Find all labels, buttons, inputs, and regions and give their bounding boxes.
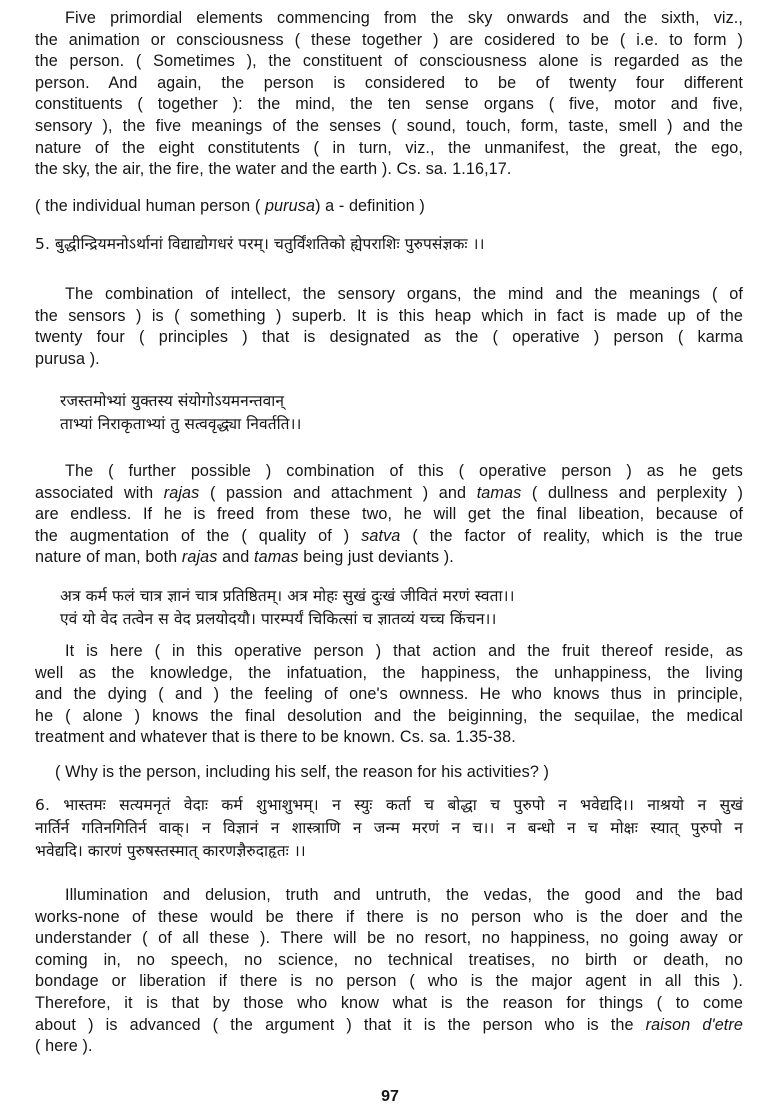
text-segment: treatment and whatever that is there to be known. Cs. sa. 1.35-38. bbox=[35, 728, 516, 747]
text-line bbox=[35, 706, 743, 728]
page-number: 97 bbox=[381, 1088, 399, 1105]
text-segment: रजस्तमोभ्यां युक्तस्य संयोगोऽयमनन्तवान् bbox=[60, 392, 285, 410]
text-segment: and the dying ( and ) the feeling of one's ownness. He who knows thus in principle, bbox=[35, 685, 743, 704]
text-segment: ( the individual human person ( bbox=[35, 197, 265, 215]
text-line bbox=[35, 327, 743, 349]
text-line bbox=[35, 461, 743, 483]
text-line bbox=[35, 817, 743, 840]
text-line bbox=[35, 928, 743, 950]
italic-term: satva bbox=[361, 526, 401, 545]
text-line bbox=[35, 94, 743, 116]
paragraph-3 bbox=[35, 461, 743, 569]
text-segment: being just deviants ). bbox=[298, 548, 454, 567]
text-segment: ( passion and attachment ) and bbox=[199, 483, 477, 502]
text-line bbox=[35, 727, 743, 749]
heading-purusa-definition bbox=[35, 196, 743, 218]
text-line bbox=[60, 413, 743, 436]
text-segment: 6. भास्तमः सत्यमनृतं वेदाः कर्म शुभाशुभम्। न स्युः कर्ता च बोद्धा च पुरुपो न भवेद्यदि।। नाश्रयो न सुखं bbox=[35, 796, 743, 814]
text-segment: understander ( of all these ). There will be no resort, no happiness, no going away or bbox=[35, 929, 743, 948]
text-segment: एवं यो वेद तत्वेन स वेद प्रलयोदयौ। पारम्पर्यं चिकित्सां च ज्ञातव्यं यच्च किंचन।। bbox=[60, 610, 497, 628]
text-line bbox=[35, 196, 743, 218]
text-line bbox=[35, 641, 743, 663]
text-line bbox=[35, 483, 743, 505]
text-segment: Therefore, it is that by those who know what is the reason for things ( to come bbox=[35, 993, 743, 1012]
text-segment: the sensors ) is ( something ) superb. It is this heap which in fact is made up of the bbox=[35, 306, 743, 325]
text-segment: well as the knowledge, the infatuation, the happiness, the unhappiness, the living bbox=[35, 663, 743, 682]
text-line bbox=[35, 504, 743, 526]
italic-term: tamas bbox=[476, 483, 522, 502]
paragraph-1 bbox=[35, 8, 743, 181]
text-segment: अत्र कर्म फलं चात्र ज्ञानं चात्र प्रतिष्ठितम्। अत्र मोहः सुखं दुःखं जीवितं मरणं स्वता।। bbox=[60, 587, 515, 605]
text-segment: 5. बुद्धीन्द्रियमनोऽर्थानां विद्याद्योगधरं परम्। चतुर्विंशतिको ह्येपराशिः पुरुपसंज्ञकः ।। bbox=[35, 235, 485, 253]
text-line bbox=[35, 1036, 743, 1058]
text-segment: The combination of intellect, the sensory organs, the mind and the meanings ( of bbox=[65, 285, 743, 303]
text-segment: नार्तिर्न गतिनगितिर्न वाक्। न विज्ञानं न शास्त्राणि न जन्म मरणं न च।। न बन्धो न च मोक्षः स्यात् पुरुपो न bbox=[35, 819, 743, 837]
text-segment: and bbox=[217, 548, 254, 567]
text-segment: nature of man, both bbox=[35, 548, 182, 567]
text-line bbox=[35, 349, 743, 371]
italic-term: rajas bbox=[181, 548, 218, 567]
text-segment: works-none of these would be there if there is no person who is the doer and the bbox=[35, 907, 743, 926]
text-segment: The ( further possible ) combination of this ( operative person ) as he gets bbox=[65, 462, 743, 480]
text-segment: ( dullness and perplexity ) bbox=[521, 483, 743, 502]
text-segment: nature of the eight constitutents ( in turn, viz., the unmanifest, the great, the ego, bbox=[35, 138, 743, 157]
text-line bbox=[35, 684, 743, 706]
text-segment: भवेद्यदि। कारणं पुरुषस्तस्मात् कारणज्ञैरुदाहृतः ।। bbox=[35, 842, 306, 860]
sanskrit-verse-rajas bbox=[60, 390, 743, 436]
text-line bbox=[60, 585, 743, 608]
sanskrit-verse-5 bbox=[35, 233, 743, 256]
text-line bbox=[35, 159, 743, 181]
italic-term: raison d'etre bbox=[645, 1015, 744, 1034]
text-line bbox=[35, 907, 743, 929]
text-line bbox=[35, 306, 743, 328]
text-segment: ( Why is the person, including his self, the reason for his activities? ) bbox=[55, 763, 550, 781]
text-segment: ( here ). bbox=[35, 1037, 93, 1056]
paragraph-5 bbox=[35, 885, 743, 1058]
text-line bbox=[35, 284, 743, 306]
italic-term: rajas bbox=[163, 483, 200, 502]
text-segment: ) a - definition ) bbox=[315, 197, 425, 215]
text-segment: Five primordial elements commencing from the sky onwards and the sixth, viz., bbox=[65, 9, 743, 27]
text-segment: the animation or consciousness ( these together ) are cosidered to be ( i.e. to form ) bbox=[35, 30, 743, 49]
text-segment: bondage or liberation if there is no person ( who is the major agent in all this ). bbox=[35, 972, 743, 991]
paragraph-4 bbox=[35, 641, 743, 749]
heading-why-person bbox=[55, 762, 743, 784]
paragraph-2 bbox=[35, 284, 743, 370]
text-line bbox=[35, 885, 743, 907]
italic-term: purusa bbox=[264, 197, 316, 215]
text-segment: sensory ), the five meanings of the senses ( sound, touch, form, taste, smell ) and the bbox=[35, 116, 743, 135]
text-segment: purusa ). bbox=[35, 349, 100, 368]
text-line bbox=[60, 390, 743, 413]
text-segment: ( the factor of reality, which is the true bbox=[400, 526, 743, 545]
text-line bbox=[35, 663, 743, 685]
text-segment: are endless. If he is freed from these two, he will get the final libeation, because of bbox=[35, 505, 743, 524]
text-segment: person. And again, the person is considered to be of twenty four different bbox=[35, 73, 743, 92]
sanskrit-verse-6 bbox=[35, 794, 743, 863]
text-segment: constituents ( together ): the mind, the ten sense organs ( five, motor and five, bbox=[35, 95, 743, 114]
text-line bbox=[35, 993, 743, 1015]
text-segment: about ) is advanced ( the argument ) that it is the person who is the bbox=[35, 1015, 646, 1034]
text-segment: the sky, the air, the fire, the water and the earth ). Cs. sa. 1.16,17. bbox=[35, 160, 512, 179]
text-line bbox=[35, 950, 743, 972]
text-segment: It is here ( in this operative person ) that action and the fruit thereof reside, as bbox=[65, 642, 743, 660]
text-line bbox=[35, 971, 743, 993]
text-line bbox=[35, 30, 743, 52]
text-line bbox=[35, 840, 743, 863]
text-segment: the person. ( Sometimes ), the constituent of consciousness alone is regarded as the bbox=[35, 52, 743, 71]
text-line bbox=[35, 116, 743, 138]
text-line bbox=[60, 608, 743, 631]
text-line bbox=[55, 762, 743, 784]
text-segment: he ( alone ) knows the final desolution and the beiginning, the sequilae, the medical bbox=[35, 706, 743, 725]
text-line bbox=[35, 233, 743, 256]
text-segment: twenty four ( principles ) that is designated as the ( operative ) person ( karma bbox=[35, 328, 743, 347]
italic-term: tamas bbox=[254, 548, 299, 567]
text-segment: the augmentation of the ( quality of ) bbox=[35, 526, 362, 545]
text-line bbox=[35, 73, 743, 95]
text-line bbox=[35, 138, 743, 160]
text-segment: ताभ्यां निराकृताभ्यां तु सत्ववृद्ध्या निवर्तति।। bbox=[60, 415, 302, 433]
text-line bbox=[35, 794, 743, 817]
text-segment: Illumination and delusion, truth and untruth, the vedas, the good and the bad bbox=[65, 886, 743, 904]
text-line bbox=[35, 526, 743, 548]
text-segment: coming in, no speech, no science, no technical treatises, no birth or death, no bbox=[35, 950, 743, 969]
sanskrit-verse-atra bbox=[60, 585, 743, 631]
text-line bbox=[35, 8, 743, 30]
text-line bbox=[35, 1015, 743, 1037]
text-line bbox=[35, 51, 743, 73]
text-line bbox=[35, 547, 743, 569]
text-segment: associated with bbox=[35, 483, 164, 502]
